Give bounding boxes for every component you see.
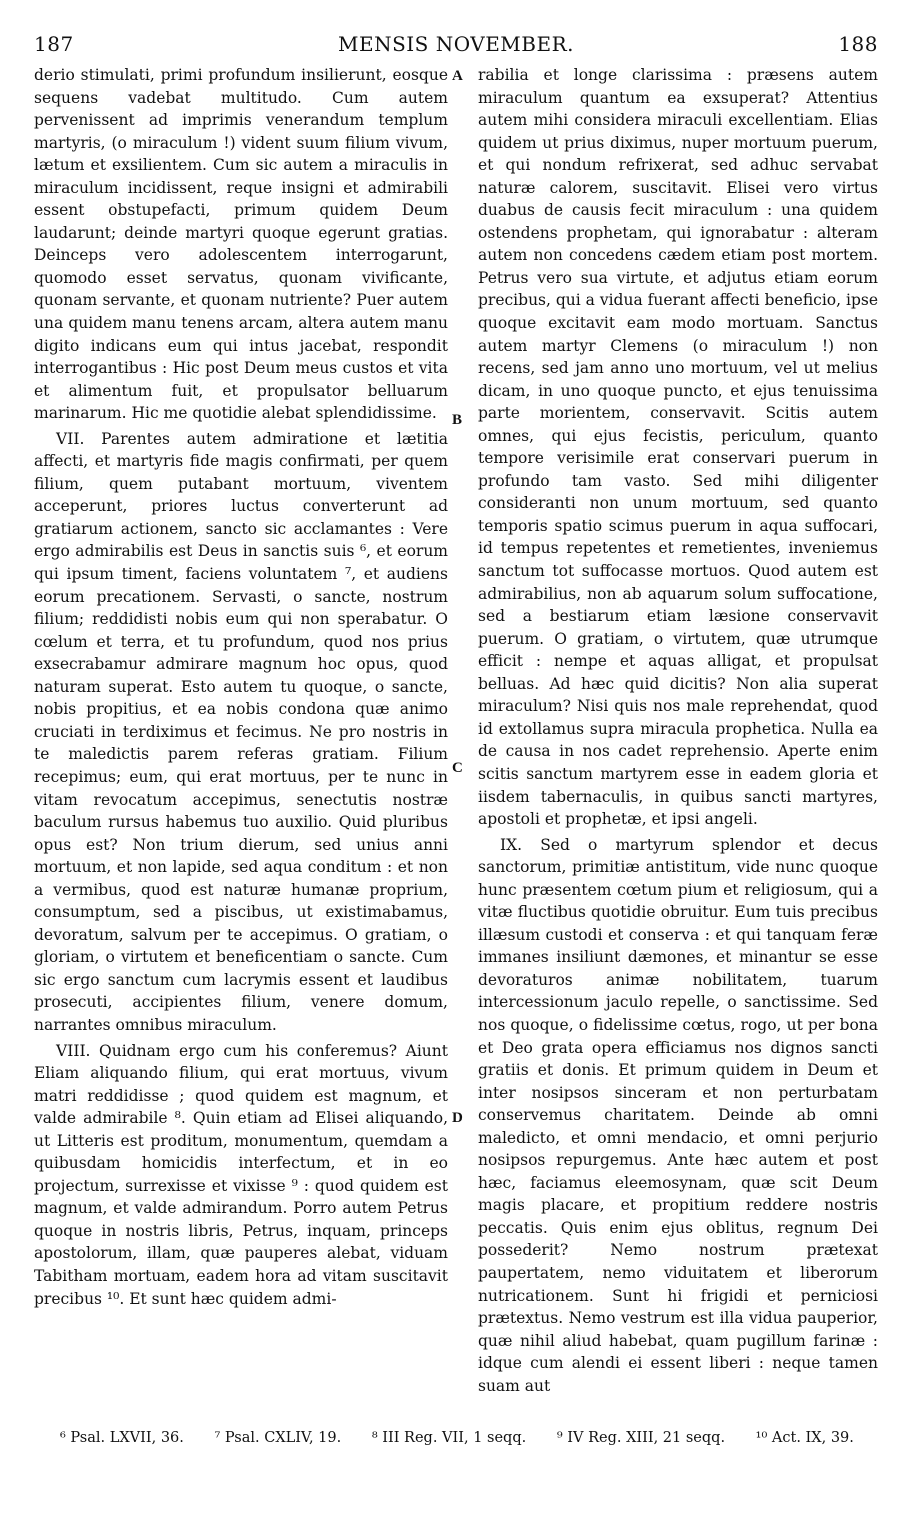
paragraph-viii-continued: rabilia et longe clarissima : præsens autem miraculum quantum ea exsuperat? Attentius autem mihi considera miraculi excellentiam. Elias quidem ut prius diximus, nuper mortuum puerum, et qui nondum refrixerat, sed adhuc servabat naturæ calorem, suscitavit. Elisei vero virtus duabus de causis fecit miraculum : una quidem ostendens prophetam, qui ignorabatur : alteram autem non concedens cædem etiam post mortem. Petrus vero sua virtute, et adjutus etiam eorum precibus, qui a vidua fuerant affecti beneficio, ipse quoque excitavit eam modo mortuam. Sanctus autem martyr Clemens (o miraculum !) non recens, sed jam anno uno mortuum, vel ut melius dicam, in uno quoque puncto, et ejus tenuissima parte morientem, conservavit. Scitis autem omnes, qui ejus fecistis, periculum, quanto tempore verisimile erat conservari puerum in profundo tam vasto. Sed mihi diligenter consideranti non unum mortuum, sed quanto temporis spatio scimus puerum in aqua suffocari, id tempus repetentes et remetientes, inveniemus sanctum tot suffocasse mortuos. Quod autem est admirabilius, non ab aquarum solum suffocatione, sed a bestiarum etiam læsione conservavit puerum. O gratiam, o virtutem, quæ utrumque efficit : nempe et aquas alligat, et propulsat belluas. Ad hæc quid dicitis? Non alia superat miraculum? Nisi quis nos male reprehendat, quod id extollamus supra miracula prophetica. Nulla ea de causa in nos cadet reprehensio. Aperte enim scitis sanctum martyrem esse in eadem gloria et iisdem tabernaculis, in quibus sancti martyres, apostoli et prophetæ, et ipsi angeli. [478, 66, 878, 829]
page-number-right: 188 [838, 32, 878, 56]
paragraph-viii: VIII. Quidnam ergo cum his conferemus? Aiunt Eliam aliquando filium, qui erat mortuus, vivum matri reddidisse ; quod quidem est magnum, et valde admirabile ⁸. Quin etiam ad Elisei aliquando, ut Litteris est proditum, monumentum, quemdam a quibusdam homicidis interfectum, et in eo projectum, surrexisse et vixisse ⁹ : quod quidem est magnum, et valde admirandum. Porro autem Petrus quoque in nostris libris, Petrus, inquam, princeps apostolorum, illam, quæ pauperes alebat, viduam Tabitham mortuam, eadem hora ad vitam suscitavit precibus ¹⁰. Et sunt hæc quidem admi- [34, 1041, 448, 1308]
footnote-10: ¹⁰ Act. IX, 39. [755, 1430, 854, 1446]
footnote-8: ⁸ III Reg. VII, 1 seqq. [371, 1430, 527, 1446]
footnote-9: ⁹ IV Reg. XIII, 21 seqq. [556, 1430, 726, 1446]
left-column [34, 64, 448, 1310]
right-column [478, 64, 878, 1397]
footnote-7: ⁷ Psal. CXLIV, 19. [214, 1430, 342, 1446]
margin-marker-b: B [452, 412, 463, 428]
page-number-left: 187 [34, 32, 74, 56]
margin-marker-a: A [452, 68, 463, 84]
paragraph-vi-end: derio stimulati, primi profundum insilierunt, eosque sequens vadebat multitudo. Cum autem pervenissent ad imprimis venerandum templum martyris, (o miraculum !) vident suum filium vivum, lætum et exsilientem. Cum sic autem a miraculis in miraculum incidissent, reque insigni et admirabili essent obstupefacti, primum quidem Deum laudarunt; deinde martyri quoque egerunt gratias. Deinceps vero adolescentem interrogarunt, quomodo esset servatus, quonam vivificante, quonam servante, et quonam nutriente? Puer autem una quidem manu tenens arcam, altera autem manu digito indicans eum qui intus jacebat, respondit interrogantibus : Hic post Deum meus custos et vita et alimentum fuit, et propulsator belluarum marinarum. Hic me quotidie alebat splendidissime. [34, 66, 448, 423]
footnotes [60, 1430, 890, 1446]
running-title: MENSIS NOVEMBER. [337, 32, 575, 56]
paragraph-vii: VII. Parentes autem admiratione et lætitia affecti, et martyris fide magis confirmati, per quem filium, quem putabant mortuum, viventem acceperunt, priores luctus converterunt ad gratiarum actionem, sancto sic acclamantes : Vere ergo admirabilis est Deus in sanctis suis ⁶, et eorum qui ipsum timent, faciens voluntatem ⁷, et audiens eorum precationem. Servasti, o sancte, nostrum filium; reddidisti nobis eum qui non sperabatur. O cœlum et terra, et tu profundum, quod nos prius exsecrabamur admirare magnum hoc opus, quod naturam superat. Esto autem tu quoque, o sancte, nobis propitius, et ea nobis condona quæ animo cruciati in terdiximus et fecimus. Ne pro nostris in te maledictis parem referas gratiam. Filium recepimus; eum, qui erat mortuus, per te nunc in vitam revocatum accepimus, senectutis nostræ baculum rursus habemus tuo auxilio. Quid pluribus opus est? Non trium dierum, sed unius anni mortuum, et non lapide, sed aqua conditum : et non a vermibus, quod est naturæ humanæ proprium, consumptum, sed a piscibus, ut existimabamus, devoratum, salvum per te accepimus. O gratiam, o gloriam, o virtutem et beneficentiam o sancte. Cum sic ergo sanctum cum lacrymis essent et laudibus prosecuti, accipientes filium, venere domum, narrantes omnibus miraculum. [34, 429, 448, 1034]
paragraph-ix: IX. Sed o martyrum splendor et decus sanctorum, primitiæ antistitum, vide nunc quoque hunc præsentem cœtum pium et religiosum, qui a vitæ fluctibus quotidie obruitur. Eum tuis precibus illæsum custodi et conserva : et qui tanquam feræ immanes insiliunt dæmones, et minantur se esse devoraturos animæ nobilitatem, tuarum intercessionum jaculo repelle, o sanctissime. Sed nos quoque, o fidelissime cœtus, rogo, ut per bona et Deo grata opera efficiamus nos dignos sancti gratiis et donis. Et primum quidem in Deum et inter nosipsos sinceram et non perturbatam conservemus charitatem. Deinde ab omni maledicto, et omni mendacio, et omni perjurio nosipsos repurgemus. Ante hæc autem et post hæc, faciamus eleemosynam, quæ scit Deum magis placare, et propitium reddere nostris peccatis. Quis enim ejus oblitus, regnum Dei possederit? Nemo nostrum prætexat paupertatem, nemo viduitatem et liberorum nutricationem. Sunt hi frigidi et perniciosi prætextus. Nemo vestrum est illa vidua pauperior, quæ nihil aliud habebat, quam pugillum farinæ : idque cum alendi ei essent liberi : neque tamen suam aut [478, 835, 878, 1395]
margin-marker-c: C [452, 760, 463, 776]
page-header [34, 32, 878, 62]
margin-marker-d: D [452, 1110, 463, 1126]
footnote-6: ⁶ Psal. LXVII, 36. [60, 1430, 184, 1446]
